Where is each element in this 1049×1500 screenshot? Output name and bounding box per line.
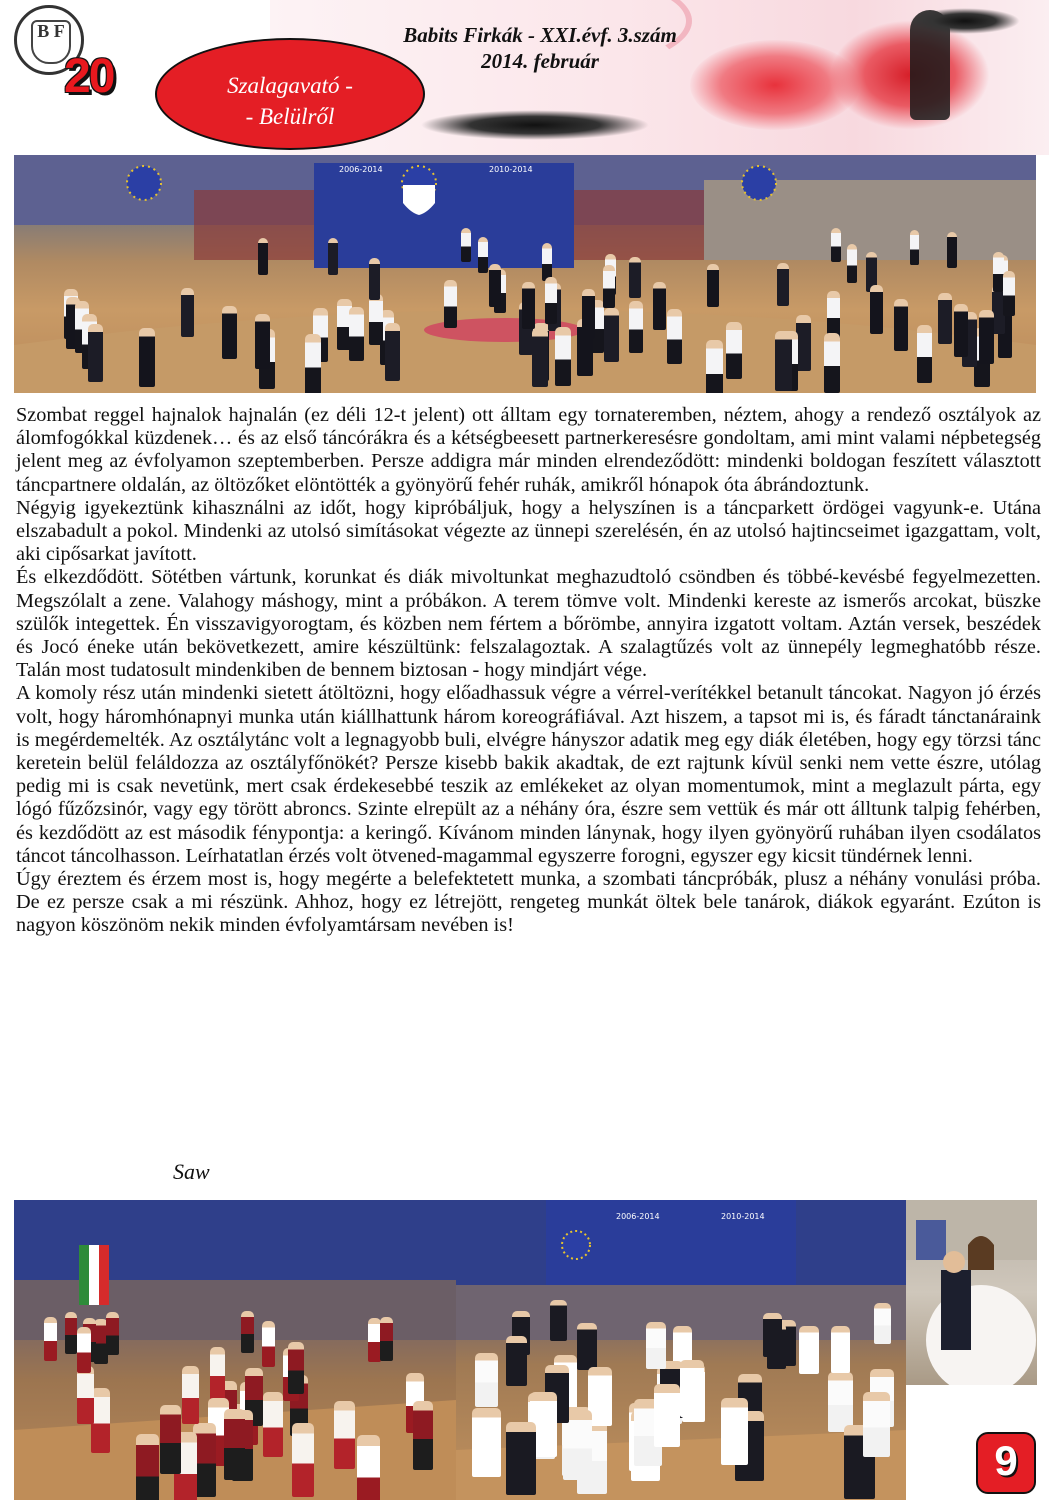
person-figure xyxy=(938,293,952,344)
person-figure xyxy=(555,327,571,386)
section-title-line1: Szalagavató - xyxy=(227,73,353,98)
person-figure xyxy=(680,1360,703,1417)
person-figure xyxy=(369,294,383,345)
person-figure xyxy=(472,1408,501,1477)
person-figure xyxy=(532,328,548,387)
person-figure xyxy=(824,333,840,393)
person-figure xyxy=(646,1322,665,1369)
person-figure xyxy=(380,1317,393,1361)
person-figure xyxy=(368,1318,381,1362)
page-number: 9 xyxy=(994,1437,1018,1484)
person-figure xyxy=(444,280,457,327)
person-figure xyxy=(224,1409,245,1479)
person-figure xyxy=(775,331,791,391)
article-paragraph: A komoly rész után mindenki sietett átöltözni, hogy előadhassuk végre a vérrel-verítékkel betanult táncokat. Nagyon jó érzés volt, hogy háromhónapnyi munka után kiállhattunk három koreográfiával. Azt hiszem, a tapsot mi is, és fáradt tánctanáraink is megérdemelték. Az osztálytánc volt a legnagyobb buli, elvégre hányszor adatik meg egy diák életében, hogy egy törzsi tánc keretein belül feláldozza az osztályfőnökét? Persze kisebb bakik akadtak, de ezt rajtunk kívül senki nem vette észre, utólag pedig mi is csak nevetünk, mert csak érdekesebbé teszik az emlékeket az olyan momentumok, mint a meglazult párta, egy lógó fűzőzsinór, vagy egy törött abroncs. Szinte elrepült az a néhány óra, észre sem vettük és már ott álltunk talpig fehérben, és kezdődött az est második fénypontja: a keringő. Kívánom minden lánynak, hogy ilyen gyönyörű ruhában ilyen csodálatos táncot táncolhasson. Leírhatatlan érzés volt ötvened-magammal egyszerre forogni, egyszer egy kicsit tündérnek lenni. xyxy=(16,682,1041,867)
person-figure xyxy=(160,1405,181,1474)
person-figure xyxy=(542,243,552,281)
photo-folk-dance xyxy=(14,1200,456,1500)
person-figure xyxy=(629,257,640,299)
author-signature: Saw xyxy=(173,1159,210,1184)
section-title-line2: - Belülről xyxy=(245,104,335,129)
person-figure xyxy=(255,314,270,370)
person-figure xyxy=(222,306,237,360)
person-figure xyxy=(667,309,682,363)
person-figure xyxy=(328,238,338,275)
person-figure xyxy=(506,1336,527,1386)
person-figure xyxy=(721,1398,749,1465)
person-figure xyxy=(763,1313,781,1357)
person-figure xyxy=(874,1303,891,1344)
issue-number: 20 xyxy=(64,50,114,103)
person-figure xyxy=(349,307,364,361)
person-figure xyxy=(954,304,968,357)
person-figure xyxy=(475,1353,498,1408)
person-figure xyxy=(139,328,155,387)
person-figure xyxy=(917,325,933,383)
photo-couple xyxy=(906,1200,1037,1385)
person-figure xyxy=(385,323,401,381)
person-figure xyxy=(629,301,643,353)
couple-scene xyxy=(906,1200,1037,1385)
person-figure xyxy=(478,237,488,273)
publication-header xyxy=(330,22,750,74)
article-body xyxy=(16,404,1041,938)
person-figure xyxy=(603,265,615,308)
banner-year-right: 2010-2014 xyxy=(721,1212,765,1221)
person-figure xyxy=(182,1366,199,1424)
person-figure xyxy=(847,244,857,282)
person-figure xyxy=(828,1372,853,1432)
person-figure xyxy=(706,340,723,393)
page-header xyxy=(0,0,1049,155)
person-figure xyxy=(707,264,719,307)
person-figure xyxy=(604,308,619,362)
section-title xyxy=(155,70,425,132)
person-figure xyxy=(258,238,268,275)
photo-ceremony-hall xyxy=(14,155,1036,393)
person-figure xyxy=(870,285,883,334)
person-figure xyxy=(582,289,595,339)
person-figure xyxy=(288,1342,303,1393)
person-figure xyxy=(910,230,919,265)
person-figure xyxy=(799,1326,819,1374)
person-figure xyxy=(241,1311,254,1353)
person-figure xyxy=(77,1366,94,1424)
person-figure xyxy=(894,299,908,351)
person-figure xyxy=(136,1434,159,1500)
person-figure xyxy=(831,228,840,262)
hall-scene xyxy=(14,155,1036,393)
person-figure xyxy=(979,310,994,365)
article-paragraph: Négyig igyekeztünk kihasználni az időt, hogy kipróbáljuk, hogy a helyszínen is a táncparkett ördögei vagyunk-e. Utána elszabadult a pokol. Mindenki az utolsó simításokat végezte az ünnepi szerelésén, én az utolsó hajtincseimet igazgattam, volt, aki cipősarkat javított. xyxy=(16,496,1041,566)
person-figure xyxy=(550,1300,567,1341)
person-figure xyxy=(210,1347,226,1400)
person-figure xyxy=(413,1401,433,1469)
person-figure xyxy=(947,232,957,267)
person-figure xyxy=(863,1392,890,1457)
banner-year-right: 2010-2014 xyxy=(489,165,533,174)
person-figure xyxy=(357,1435,380,1500)
person-figure xyxy=(181,288,194,337)
person-figure xyxy=(88,324,104,382)
article-paragraph: Úgy éreztem és érzem most is, hogy megérte a belefektetett munka, a szombati táncpróbák, plusz a néhány vonulási próba. De ez persze csak a mi részünk. Ahhoz, hogy ez létrejött, rengeteg munkát öltek bele tanárok, diákok egyaránt. Ezúton is nagyon köszönöm nekik minden évfolyamtársam nevében is! xyxy=(16,868,1041,937)
person-figure xyxy=(796,315,811,371)
person-figure xyxy=(44,1317,57,1361)
logo-shield: B F xyxy=(31,20,71,64)
publication-name: Babits Firkák - XXI.évf. 3.szám xyxy=(403,23,677,47)
person-figure xyxy=(545,277,558,324)
person-figure xyxy=(654,1384,680,1447)
person-figure xyxy=(726,322,742,380)
person-figure xyxy=(831,1326,851,1373)
person-figure xyxy=(506,1422,536,1495)
person-figure xyxy=(777,263,789,306)
banner-year-left: 2006-2014 xyxy=(616,1212,660,1221)
person-figure xyxy=(65,1312,78,1355)
person-figure xyxy=(262,1321,276,1366)
person-figure xyxy=(106,1312,119,1355)
person-figure xyxy=(369,258,380,300)
person-figure xyxy=(489,264,501,307)
person-figure xyxy=(292,1423,314,1497)
person-figure xyxy=(653,282,666,330)
publication-date: 2014. február xyxy=(481,49,599,73)
banner-year-left: 2006-2014 xyxy=(339,165,383,174)
article-paragraph: És elkezdődött. Sötétben vártunk, korunkat és diák mivoltunkat meghazudtoló csöndben és többé-kevésbé fegyelmezetten. Megszólalt a zene. Valahogy máshogy, mint a próbákon. A terem tömve volt. Mindenki kereste az ismerős arcokat, büszke szülők integettek. Én visszavigyorogtam, és közben nem fértem a bőrömbe, annyira izgatott voltam. Aztán versek, beszédek és Jocó éneke után bekövetkezett, amire készültünk: felszalagoztak. A szalagtűzés volt az ünnepély legmeghatóbb része. Talán most tudatosult mindenkiben de bennem biztosan - hogy mindjárt vége. xyxy=(16,566,1041,682)
photo-waltz xyxy=(456,1200,906,1500)
person-figure xyxy=(1003,271,1015,316)
person-figure xyxy=(263,1392,283,1457)
person-figure xyxy=(461,228,470,262)
person-figure xyxy=(577,1323,596,1370)
article-paragraph: Szombat reggel hajnalok hajnalán (ez déli 12-t jelent) ott álltam egy tornateremben, néztem, ahogy a rendező osztályok az álomfogókkal küzdenek… és az első táncórákra és a kétségbeesett partnerkeresésre gondoltam, ami mint valami népbetegség jelent meg az évfolyamon szeptemberben. Persze addigra már minden elrendeződött: mindenki boldogan feszített választott táncpartnere oldalán, az öltözőket elöntötték a gyönyörű fehér ruhák, amikről hónapok óta ábrándoztunk. xyxy=(16,404,1041,496)
person-figure xyxy=(522,282,535,330)
person-figure xyxy=(77,1327,91,1374)
person-figure xyxy=(305,334,321,393)
person-figure xyxy=(334,1401,354,1469)
